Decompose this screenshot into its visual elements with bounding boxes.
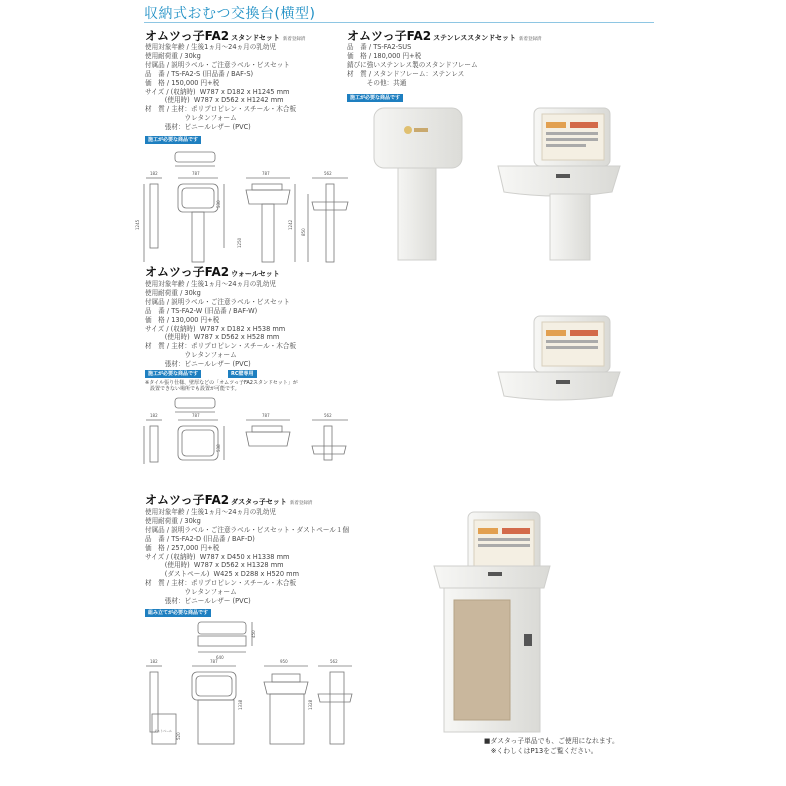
spec-line: 張材：ビニールレザー (PVC) <box>145 123 251 132</box>
dim-w787b: 787 <box>262 171 270 176</box>
stand-set-badge: 施工が必要な商品です <box>145 136 201 144</box>
dim-w640: 640 <box>216 655 224 660</box>
logo-text-mark <box>414 128 428 132</box>
spec-line: 材 質 / 主材：ポリプロピレン・スチール・木合板 <box>145 105 297 114</box>
spec-line: 付属品 / 説明ラベル・ご注意ラベル・ビスセット <box>145 297 290 306</box>
dim-h1338: 1338 <box>238 699 243 710</box>
spec-line: サイズ / (収納時) W787 x D182 x H1245 mm <box>145 87 290 96</box>
spec-line: 使用対象年齢 / 生後1ヵ月〜24ヵ月の乳幼児 <box>145 280 277 288</box>
stand-set-name: オムツっ子FA2 <box>145 29 230 43</box>
spec-line: (使用時) W787 x D562 x H528 mm <box>145 333 280 342</box>
dim-w787: 787 <box>192 413 200 418</box>
spec-line: 錆びに強いステンレス製のスタンドフレーム <box>347 60 478 69</box>
spec-line: 価 格 / 257,000 円+税 <box>145 543 220 552</box>
dim-h1242: 1242 <box>288 219 293 230</box>
spec-line: ■ダスタっ子単品でも、ご使用になれます。 <box>484 737 619 745</box>
spec-line: (使用時) W787 x D562 x H1242 mm <box>145 96 284 105</box>
wall-set-specs <box>145 280 296 369</box>
spec-line: 使用耐荷重 / 30kg <box>145 516 201 525</box>
spec-line: ウレタンフォーム <box>145 114 237 123</box>
spec-line: 材 質 / 主材：ポリプロピレン・スチール・木合板 <box>145 342 297 351</box>
spec-line: 価 格 / 150,000 円+税 <box>145 78 220 87</box>
dim-h520: 520 <box>176 732 181 740</box>
spec-line: その他：共通 <box>347 78 407 87</box>
wall-set-title <box>145 263 280 280</box>
spec-line: サイズ / (収納時) W787 x D450 x H1338 mm <box>145 552 290 561</box>
spec-line: 使用耐荷重 / 30kg <box>145 288 201 297</box>
spec-line: 使用対象年齢 / 生後1ヵ月〜24ヵ月の乳幼児 <box>145 43 277 51</box>
wall-set-label: ウォールセット <box>231 270 280 278</box>
dust-set-label: ダスタっ子セット <box>231 498 287 506</box>
dust-set-name: オムツっ子FA2 <box>145 493 230 507</box>
dust-set-badge: 組み立てが必要な商品です <box>145 609 211 617</box>
spec-line: 付属品 / 説明ラベル・ご注意ラベル・ビスセット <box>145 60 290 69</box>
spec-line: 品 番 / TS-FA2-S (旧品番 / BAF-S) <box>145 69 254 78</box>
wall-set-badge-rc: RC壁専用 <box>228 370 257 378</box>
spec-line: 品 番 / TS-FA2-W (旧品番 / BAF-W) <box>145 306 258 315</box>
instruction-label <box>542 114 604 160</box>
spec-line: 価 格 / 130,000 円+税 <box>145 315 220 324</box>
wall-set-badge-construction: 施工が必要な商品です <box>145 370 201 378</box>
dim-h1250: 1250 <box>237 237 242 248</box>
stainless-set-name: オムツっ子FA2 <box>347 29 432 43</box>
stainless-set-badge: 施工が必要な商品です <box>347 94 403 102</box>
spec-line: 価 格 / 180,000 円+税 <box>347 51 422 60</box>
spec-line: ※くわしくはP13をご覧ください。 <box>484 746 598 755</box>
spec-line: 使用耐荷重 / 30kg <box>145 51 201 60</box>
stainless-set-note: 新着登録済 <box>519 37 542 42</box>
spec-line: 材 質 / 主材：ポリプロピレン・スチール・木合板 <box>145 579 297 588</box>
dim-h530: 530 <box>216 200 221 208</box>
stand-set-title <box>145 27 305 44</box>
dim-h850: 850 <box>301 228 306 236</box>
spec-line: 付属品 / 説明ラベル・ご注意ラベル・ビスセット・ダストペール１個 <box>145 525 350 534</box>
dim-w787: 787 <box>192 171 200 176</box>
dim-d182: 182 <box>150 413 158 418</box>
dust-set-note: 新着登録済 <box>289 501 313 506</box>
dim-d182: 182 <box>150 659 158 664</box>
dim-d562: 562 <box>324 171 332 176</box>
bottom-notes <box>484 737 619 756</box>
dust-set-specs <box>145 508 349 606</box>
stand-set-label: スタンドセット <box>231 34 280 42</box>
dust-set-title <box>145 491 312 508</box>
spec-line: 材 質 / スタンドフレーム：ステンレス <box>347 69 465 78</box>
dim-w787: 787 <box>210 659 218 664</box>
instruction-label <box>542 322 604 366</box>
spec-line: 品 番 / TS-FA2-SUS <box>347 43 412 51</box>
spec-line: 張材：ビニールレザー (PVC) <box>145 360 251 369</box>
wall-set-remark: ※タイル張り仕様、壁厚などの「オムツっ子FA2スタンドセット」が 設置できない場所でも設置が可能です。 <box>145 380 298 392</box>
spec-line: 使用対象年齢 / 生後1ヵ月〜24ヵ月の乳幼児 <box>145 508 277 516</box>
dim-h450: 450 <box>251 630 256 638</box>
dust-pail-label: ダストペール <box>154 729 172 733</box>
dim-h1328: 1328 <box>308 699 313 710</box>
wall-set-photo <box>494 312 624 404</box>
spec-line: (使用時) W787 x D562 x H1328 mm <box>145 561 284 570</box>
spec-line: (ダストペール) W425 x D288 x H520 mm <box>145 570 299 579</box>
spec-line: ウレタンフォーム <box>145 588 237 597</box>
stand-set-drawings <box>135 148 355 266</box>
stainless-set-title <box>347 27 542 44</box>
stainless-set-label: ステンレススタンドセット <box>433 34 517 42</box>
spec-line: サイズ / (収納時) W787 x D182 x H538 mm <box>145 324 286 333</box>
logo-icon <box>404 126 412 134</box>
stand-set-note: 新着登録済 <box>282 37 306 42</box>
dim-w787b: 787 <box>262 413 270 418</box>
spec-line: 品 番 / TS-FA2-D (旧品番 / BAF-D) <box>145 534 255 543</box>
dust-set-photo <box>432 508 552 736</box>
page-title: 収納式おむつ交換台(横型) <box>144 6 316 22</box>
stand-closed-photo <box>368 104 468 264</box>
spec-line: 張材：ビニールレザー (PVC) <box>145 597 251 606</box>
stainless-set-specs <box>347 43 478 88</box>
dust-pail-door <box>454 600 510 720</box>
spec-line: ウレタンフォーム <box>145 351 237 360</box>
dust-set-drawings <box>140 620 355 750</box>
stand-open-photo <box>494 104 624 264</box>
title-divider <box>144 22 654 23</box>
stand-set-specs <box>145 43 296 132</box>
dim-d182: 182 <box>150 171 158 176</box>
dim-h1245: 1245 <box>135 219 140 230</box>
wall-set-name: オムツっ子FA2 <box>145 265 230 279</box>
dim-h538: 538 <box>216 444 221 452</box>
dim-d562: 562 <box>330 659 338 664</box>
dim-d562: 562 <box>324 413 332 418</box>
handle-icon <box>524 634 532 646</box>
dim-h950: 950 <box>280 659 288 664</box>
wall-set-drawings <box>140 394 355 474</box>
